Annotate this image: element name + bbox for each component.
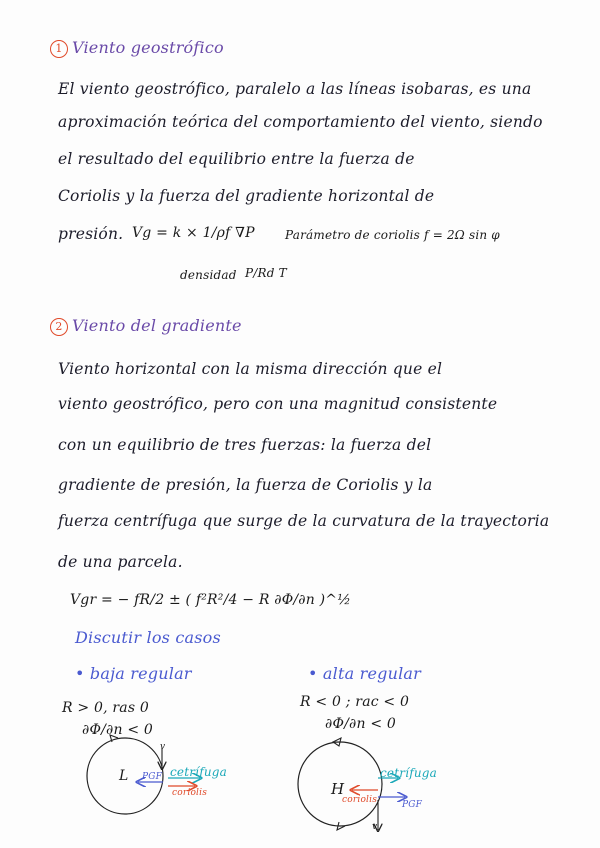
- s1-density-label: densidad: [180, 268, 237, 282]
- s1-line-3: el resultado del equilibrio entre la fuerza de: [58, 150, 415, 168]
- high-pgf-label: PGF: [402, 800, 423, 810]
- high-coriolis-label: coriolis: [342, 795, 378, 805]
- case-low-title: • baja regular: [75, 664, 192, 683]
- section-1-title: Viento geostrófico: [72, 38, 224, 57]
- low-v-label: v: [160, 742, 166, 752]
- low-centrifugal-label: cetrífuga: [170, 765, 228, 779]
- high-centrifugal-label: cetrífuga: [380, 766, 438, 780]
- s1-line-1: El viento geostrófico, paralelo a las líneas isobaras, es una: [58, 80, 532, 98]
- s2-formula: Vgr = − fR/2 ± ( f²R²/4 − R ∂Φ/∂n )^½: [70, 592, 351, 608]
- case-high-cond1: R < 0 ; rac < 0: [300, 694, 410, 710]
- low-pgf-label: PGF: [142, 772, 163, 782]
- section-2-title: Viento del gradiente: [72, 316, 242, 335]
- s2-line-2: viento geostrófico, pero con una magnitud consistente: [58, 395, 498, 413]
- section-2-number: 2: [50, 318, 68, 336]
- s1-formula: Vg = k × 1/ρf ∇P: [132, 225, 255, 241]
- s2-line-1: Viento horizontal con la misma dirección que el: [58, 360, 443, 378]
- high-center-label: H: [331, 780, 345, 798]
- low-center-label: L: [119, 768, 129, 784]
- case-low-cond1: R > 0, ras 0: [62, 700, 149, 716]
- case-low-cond2: ∂Φ/∂n < 0: [82, 722, 154, 738]
- s2-line-4: gradiente de presión, la fuerza de Coriolis y la: [58, 476, 433, 494]
- s2-line-6: de una parcela.: [58, 553, 183, 571]
- s1-density-formula: P/Rd T: [245, 266, 287, 280]
- s1-line-2: aproximación teórica del comportamiento del viento, siendo: [58, 113, 543, 131]
- high-v-label: v: [372, 822, 378, 832]
- s2-line-3: con un equilibrio de tres fuerzas: la fuerza del: [58, 436, 432, 454]
- case-high-title: • alta regular: [308, 664, 422, 683]
- s1-line-4: Coriolis y la fuerza del gradiente horizontal de: [58, 187, 435, 205]
- s2-line-5: fuerza centrífuga que surge de la curvatura de la trayectoria: [58, 512, 550, 530]
- low-coriolis-label: coriolis: [172, 788, 208, 798]
- s1-param-note: Parámetro de coriolis f = 2Ω sin φ: [285, 228, 500, 242]
- s1-line-5: presión.: [58, 225, 124, 243]
- section-1-number: 1: [50, 40, 68, 58]
- case-high-cond2: ∂Φ/∂n < 0: [325, 716, 397, 732]
- s2-cases-title: Discutir los casos: [75, 628, 221, 647]
